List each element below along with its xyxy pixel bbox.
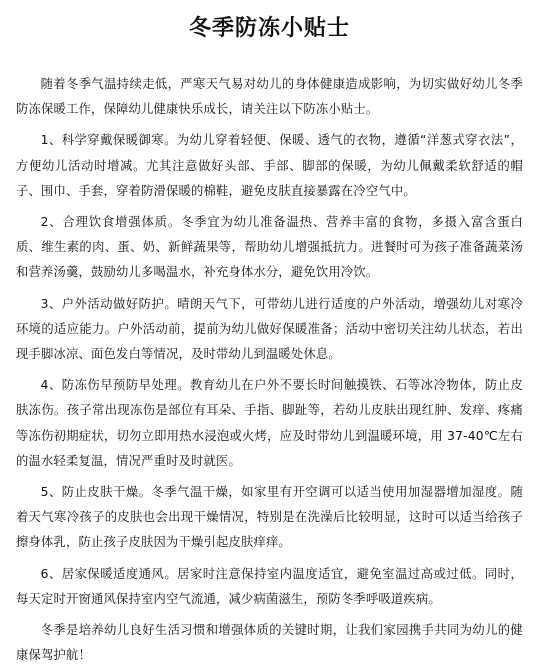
tip-6-paragraph: 6、居家保暖适度通风。居家时注意保持室内温度适宜，避免室温过高或过低。同时，每天定时开窗通风保持室内空气流通，减少病菌滋生，预防冬季呼吸道疾病。	[16, 566, 523, 606]
tip-4-paragraph: 4、防冻伤早预防早处理。教育幼儿在户外不要长时间触摸铁、石等冰冷物体，防止皮肤冻伤。孩子常出现冻伤是部位有耳朵、手指、脚趾等，若幼儿皮肤出现红肿、发痒、疼痛等冻伤初期症状，切勿立即用热水浸泡或火烤，应及时带幼儿到温暖环境，用 37-40℃左右的温水轻柔复温，情况严重时及时就医。	[16, 378, 523, 468]
intro-paragraph: 随着冬季气温持续走低，严寒天气易对幼儿的身体健康造成影响，为切实做好幼儿冬季防冻保暖工作，保障幼儿健康快乐成长，请关注以下防冻小贴士。	[16, 77, 523, 117]
tip-5-paragraph: 5、防止皮肤干燥。冬季气温干燥，如家里有开空调可以适当使用加湿器增加湿度。随着天气寒冷孩子的皮肤也会出现干燥情况，特别是在洗澡后比较明显，这时可以适当给孩子擦身体乳，防止孩子皮肤因为干燥引起皮肤痒痒。	[16, 485, 523, 550]
document-title: 冬季防冻小贴士	[188, 15, 350, 41]
document-body	[16, 72, 523, 668]
tip-3-paragraph: 3、户外活动做好防护。晴朗天气下，可带幼儿进行适度的户外活动，增强幼儿对寒冷环境的适应能力。户外活动前，提前为幼儿做好保暖准备；活动中密切关注幼儿状态，若出现手脚冰凉、面色发白等情况，及时带幼儿到温暖处休息。	[16, 296, 523, 362]
closing-paragraph: 冬季是培养幼儿良好生活习惯和增强体质的关键时期，让我们家园携手共同为幼儿的健康保驾护航！	[16, 623, 523, 663]
tip-1-paragraph: 1、科学穿戴保暖御寒。为幼儿穿着轻便、保暖、透气的衣物，遵循“洋葱式穿衣法”，方便幼儿活动时增减。尤其注意做好头部、手部、脚部的保暖，为幼儿佩戴柔软舒适的帽子、围巾、手套，穿着防滑保暖的棉鞋，避免皮肤直接暴露在冷空气中。	[16, 133, 523, 198]
tip-2-paragraph: 2、合理饮食增强体质。冬季宜为幼儿准备温热、营养丰富的食物，多摄入富含蛋白质、维生素的肉、蛋、奶、新鲜蔬果等，帮助幼儿增强抵抗力。进餐时可为孩子准备蔬菜汤和营养汤羹，鼓励幼儿多喝温水，补充身体水分，避免饮用冷饮。	[16, 215, 523, 280]
